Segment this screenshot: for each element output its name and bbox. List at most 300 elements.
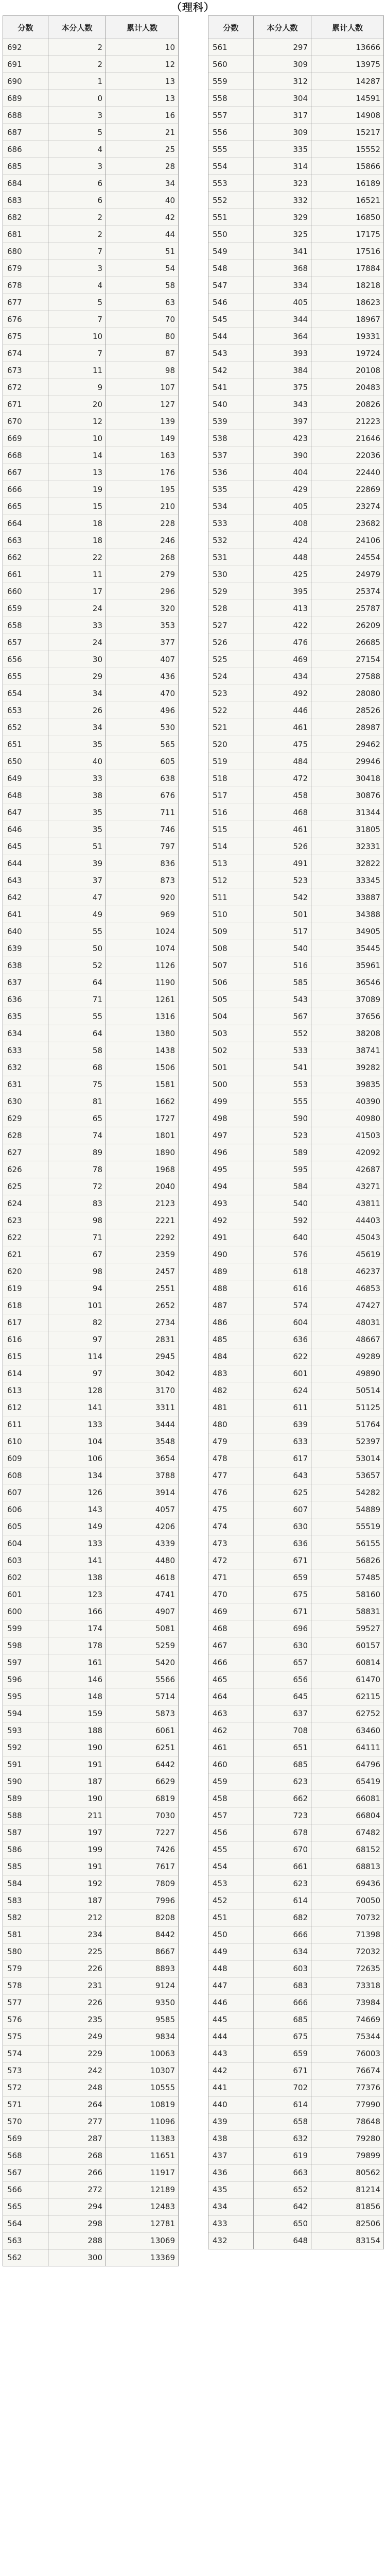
cumulative-cell: 27154 xyxy=(311,651,384,668)
score-cell: 433 xyxy=(208,2215,254,2232)
cumulative-cell: 83154 xyxy=(311,2232,384,2249)
cumulative-cell: 31805 xyxy=(311,821,384,838)
table-row xyxy=(208,1246,384,1263)
count-cell: 666 xyxy=(254,1994,311,2011)
cumulative-cell: 407 xyxy=(106,651,179,668)
cumulative-cell: 2221 xyxy=(106,1212,179,1229)
cumulative-cell: 676 xyxy=(106,787,179,804)
table-row xyxy=(3,872,179,889)
count-cell: 611 xyxy=(254,1399,311,1416)
count-cell: 4 xyxy=(48,277,106,294)
count-cell: 5 xyxy=(48,294,106,311)
count-cell: 671 xyxy=(254,2062,311,2079)
cumulative-cell: 163 xyxy=(106,447,179,464)
count-cell: 312 xyxy=(254,73,311,90)
cumulative-cell: 35445 xyxy=(311,940,384,957)
count-cell: 652 xyxy=(254,2181,311,2198)
score-cell: 691 xyxy=(3,56,48,73)
cumulative-cell: 4907 xyxy=(106,1603,179,1620)
count-cell: 26 xyxy=(48,702,106,719)
table-row xyxy=(208,362,384,379)
table-row xyxy=(208,974,384,991)
score-cell: 674 xyxy=(3,345,48,362)
table-row xyxy=(3,2130,179,2147)
table-header-row xyxy=(3,16,179,39)
count-cell: 501 xyxy=(254,906,311,923)
count-cell: 314 xyxy=(254,158,311,175)
count-cell: 30 xyxy=(48,651,106,668)
count-cell: 540 xyxy=(254,1195,311,1212)
cumulative-cell: 1316 xyxy=(106,1008,179,1025)
cumulative-cell: 12483 xyxy=(106,2198,179,2215)
count-cell: 526 xyxy=(254,838,311,855)
cumulative-cell: 38208 xyxy=(311,1025,384,1042)
score-cell: 653 xyxy=(3,702,48,719)
table-row xyxy=(208,1433,384,1450)
score-cell: 627 xyxy=(3,1144,48,1161)
score-cell: 470 xyxy=(208,1586,254,1603)
score-cell: 499 xyxy=(208,1093,254,1110)
table-row xyxy=(3,1314,179,1331)
count-cell: 65 xyxy=(48,1110,106,1127)
score-cell: 495 xyxy=(208,1161,254,1178)
cumulative-cell: 4480 xyxy=(106,1552,179,1569)
cumulative-cell: 12189 xyxy=(106,2181,179,2198)
score-cell: 621 xyxy=(3,1246,48,1263)
score-cell: 589 xyxy=(3,1790,48,1807)
cumulative-cell: 71398 xyxy=(311,1926,384,1943)
cumulative-cell: 20826 xyxy=(311,396,384,413)
cumulative-cell: 61470 xyxy=(311,1671,384,1688)
count-cell: 212 xyxy=(48,1909,106,1926)
score-cell: 486 xyxy=(208,1314,254,1331)
count-cell: 523 xyxy=(254,872,311,889)
score-cell: 636 xyxy=(3,991,48,1008)
cumulative-cell: 67482 xyxy=(311,1824,384,1841)
count-cell: 52 xyxy=(48,957,106,974)
score-cell: 491 xyxy=(208,1229,254,1246)
count-cell: 10 xyxy=(48,430,106,447)
score-cell: 616 xyxy=(3,1331,48,1348)
count-cell: 658 xyxy=(254,2113,311,2130)
score-cell: 538 xyxy=(208,430,254,447)
count-cell: 448 xyxy=(254,549,311,566)
score-cell: 628 xyxy=(3,1127,48,1144)
count-cell: 71 xyxy=(48,1229,106,1246)
cumulative-cell: 70 xyxy=(106,311,179,328)
count-cell: 395 xyxy=(254,583,311,600)
cumulative-cell: 10307 xyxy=(106,2062,179,2079)
cumulative-cell: 42092 xyxy=(311,1144,384,1161)
score-cell: 498 xyxy=(208,1110,254,1127)
table-row xyxy=(3,685,179,702)
table-row xyxy=(3,1195,179,1212)
count-cell: 37 xyxy=(48,872,106,889)
score-cell: 552 xyxy=(208,192,254,209)
cumulative-cell: 27588 xyxy=(311,668,384,685)
cumulative-cell: 49289 xyxy=(311,1348,384,1365)
score-cell: 558 xyxy=(208,90,254,107)
score-cell: 515 xyxy=(208,821,254,838)
cumulative-cell: 59527 xyxy=(311,1620,384,1637)
count-cell: 20 xyxy=(48,396,106,413)
score-cell: 678 xyxy=(3,277,48,294)
cumulative-cell: 73318 xyxy=(311,1977,384,1994)
cumulative-cell: 2123 xyxy=(106,1195,179,1212)
cumulative-cell: 11917 xyxy=(106,2164,179,2181)
table-row xyxy=(208,2130,384,2147)
score-cell: 531 xyxy=(208,549,254,566)
table-row xyxy=(208,2062,384,2079)
table-row xyxy=(208,600,384,617)
count-cell: 75 xyxy=(48,1076,106,1093)
table-row xyxy=(3,1263,179,1280)
count-cell: 294 xyxy=(48,2198,106,2215)
table-row xyxy=(208,209,384,226)
count-cell: 2 xyxy=(48,226,106,243)
table-row xyxy=(3,651,179,668)
table-row xyxy=(208,1824,384,1841)
count-cell: 633 xyxy=(254,1433,311,1450)
count-cell: 423 xyxy=(254,430,311,447)
cumulative-cell: 63460 xyxy=(311,1722,384,1739)
table-row xyxy=(3,838,179,855)
table-row xyxy=(3,1008,179,1025)
score-cell: 547 xyxy=(208,277,254,294)
score-table-left xyxy=(3,15,179,2266)
cumulative-cell: 638 xyxy=(106,770,179,787)
count-cell: 625 xyxy=(254,1484,311,1501)
table-row xyxy=(208,1467,384,1484)
count-cell: 7 xyxy=(48,345,106,362)
table-row xyxy=(208,736,384,753)
cumulative-cell: 46853 xyxy=(311,1280,384,1297)
table-row xyxy=(208,73,384,90)
score-cell: 438 xyxy=(208,2130,254,2147)
count-cell: 2 xyxy=(48,209,106,226)
cumulative-cell: 51 xyxy=(106,243,179,260)
table-row xyxy=(208,1603,384,1620)
score-cell: 494 xyxy=(208,1178,254,1195)
count-cell: 405 xyxy=(254,498,311,515)
score-cell: 473 xyxy=(208,1535,254,1552)
cumulative-cell: 9350 xyxy=(106,1994,179,2011)
score-cell: 447 xyxy=(208,1977,254,1994)
score-cell: 463 xyxy=(208,1705,254,1722)
cumulative-cell: 2734 xyxy=(106,1314,179,1331)
table-row xyxy=(208,1365,384,1382)
count-cell: 287 xyxy=(48,2130,106,2147)
table-row xyxy=(208,90,384,107)
score-cell: 523 xyxy=(208,685,254,702)
count-cell: 7 xyxy=(48,311,106,328)
table-row xyxy=(3,1790,179,1807)
score-cell: 512 xyxy=(208,872,254,889)
table-row xyxy=(3,1059,179,1076)
cumulative-cell: 14908 xyxy=(311,107,384,124)
count-cell: 595 xyxy=(254,1161,311,1178)
count-cell: 642 xyxy=(254,2198,311,2215)
cumulative-cell: 1801 xyxy=(106,1127,179,1144)
table-row xyxy=(208,1926,384,1943)
cumulative-cell: 3042 xyxy=(106,1365,179,1382)
count-cell: 11 xyxy=(48,566,106,583)
cumulative-cell: 29946 xyxy=(311,753,384,770)
table-row xyxy=(208,1008,384,1025)
count-cell: 675 xyxy=(254,2028,311,2045)
table-row xyxy=(208,583,384,600)
score-cell: 573 xyxy=(3,2062,48,2079)
score-cell: 672 xyxy=(3,379,48,396)
table-row xyxy=(208,141,384,158)
table-row xyxy=(208,2232,384,2249)
table-row xyxy=(208,2147,384,2164)
cumulative-cell: 25787 xyxy=(311,600,384,617)
score-cell: 533 xyxy=(208,515,254,532)
score-cell: 580 xyxy=(3,1943,48,1960)
score-cell: 539 xyxy=(208,413,254,430)
table-row xyxy=(3,1382,179,1399)
count-cell: 317 xyxy=(254,107,311,124)
count-cell: 199 xyxy=(48,1841,106,1858)
count-cell: 491 xyxy=(254,855,311,872)
table-row xyxy=(208,124,384,141)
count-cell: 58 xyxy=(48,1042,106,1059)
cumulative-cell: 279 xyxy=(106,566,179,583)
cumulative-cell: 10063 xyxy=(106,2045,179,2062)
cumulative-cell: 75344 xyxy=(311,2028,384,2045)
score-cell: 634 xyxy=(3,1025,48,1042)
score-cell: 514 xyxy=(208,838,254,855)
count-cell: 643 xyxy=(254,1467,311,1484)
count-cell: 187 xyxy=(48,1773,106,1790)
count-cell: 74 xyxy=(48,1127,106,1144)
cumulative-cell: 54282 xyxy=(311,1484,384,1501)
score-cell: 492 xyxy=(208,1212,254,1229)
count-cell: 567 xyxy=(254,1008,311,1025)
cumulative-cell: 45619 xyxy=(311,1246,384,1263)
cumulative-cell: 5259 xyxy=(106,1637,179,1654)
table-row xyxy=(3,447,179,464)
cumulative-cell: 1438 xyxy=(106,1042,179,1059)
count-cell: 461 xyxy=(254,719,311,736)
count-cell: 542 xyxy=(254,889,311,906)
table-row xyxy=(3,2198,179,2215)
score-cell: 631 xyxy=(3,1076,48,1093)
score-cell: 449 xyxy=(208,1943,254,1960)
table-row xyxy=(208,532,384,549)
score-cell: 682 xyxy=(3,209,48,226)
count-cell: 603 xyxy=(254,1960,311,1977)
table-row xyxy=(208,787,384,804)
count-cell: 618 xyxy=(254,1263,311,1280)
table-row xyxy=(208,379,384,396)
table-row xyxy=(208,2215,384,2232)
table-row xyxy=(3,107,179,124)
cumulative-cell: 139 xyxy=(106,413,179,430)
table-row xyxy=(208,804,384,821)
count-cell: 614 xyxy=(254,2096,311,2113)
count-cell: 35 xyxy=(48,736,106,753)
cumulative-cell: 64111 xyxy=(311,1739,384,1756)
score-cell: 568 xyxy=(3,2147,48,2164)
count-cell: 297 xyxy=(254,39,311,56)
score-cell: 478 xyxy=(208,1450,254,1467)
cumulative-cell: 44 xyxy=(106,226,179,243)
score-cell: 618 xyxy=(3,1297,48,1314)
cumulative-cell: 24979 xyxy=(311,566,384,583)
score-cell: 526 xyxy=(208,634,254,651)
cumulative-cell: 7996 xyxy=(106,1892,179,1909)
count-cell: 51 xyxy=(48,838,106,855)
cumulative-cell: 4741 xyxy=(106,1586,179,1603)
score-cell: 489 xyxy=(208,1263,254,1280)
cumulative-cell: 58160 xyxy=(311,1586,384,1603)
count-cell: 35 xyxy=(48,821,106,838)
count-cell: 34 xyxy=(48,719,106,736)
table-row xyxy=(3,2181,179,2198)
table-row xyxy=(3,2249,179,2266)
cumulative-cell: 51764 xyxy=(311,1416,384,1433)
cumulative-cell: 47427 xyxy=(311,1297,384,1314)
table-row xyxy=(3,1654,179,1671)
table-row xyxy=(208,515,384,532)
score-cell: 525 xyxy=(208,651,254,668)
count-cell: 645 xyxy=(254,1688,311,1705)
count-cell: 309 xyxy=(254,124,311,141)
score-cell: 578 xyxy=(3,1977,48,1994)
count-cell: 469 xyxy=(254,651,311,668)
cumulative-cell: 1968 xyxy=(106,1161,179,1178)
table-row xyxy=(208,243,384,260)
count-cell: 188 xyxy=(48,1722,106,1739)
count-cell: 543 xyxy=(254,991,311,1008)
table-row xyxy=(3,1025,179,1042)
count-cell: 47 xyxy=(48,889,106,906)
count-cell: 298 xyxy=(48,2215,106,2232)
cumulative-cell: 2040 xyxy=(106,1178,179,1195)
table-row xyxy=(208,702,384,719)
cumulative-cell: 1126 xyxy=(106,957,179,974)
table-row xyxy=(208,889,384,906)
score-cell: 500 xyxy=(208,1076,254,1093)
table-row xyxy=(208,821,384,838)
score-cell: 532 xyxy=(208,532,254,549)
cumulative-cell: 15217 xyxy=(311,124,384,141)
table-body-left xyxy=(3,39,179,2266)
count-cell: 671 xyxy=(254,1603,311,1620)
cumulative-cell: 38741 xyxy=(311,1042,384,1059)
table-row xyxy=(3,906,179,923)
count-cell: 187 xyxy=(48,1892,106,1909)
cumulative-cell: 18623 xyxy=(311,294,384,311)
cumulative-cell: 48667 xyxy=(311,1331,384,1348)
table-row xyxy=(3,311,179,328)
count-cell: 38 xyxy=(48,787,106,804)
table-row xyxy=(3,1909,179,1926)
count-cell: 461 xyxy=(254,821,311,838)
cumulative-cell: 35961 xyxy=(311,957,384,974)
cumulative-cell: 5081 xyxy=(106,1620,179,1637)
cumulative-cell: 10 xyxy=(106,39,179,56)
table-row xyxy=(3,175,179,192)
score-cell: 550 xyxy=(208,226,254,243)
score-cell: 574 xyxy=(3,2045,48,2062)
cumulative-cell: 55519 xyxy=(311,1518,384,1535)
count-cell: 15 xyxy=(48,498,106,515)
table-row xyxy=(3,923,179,940)
count-cell: 1 xyxy=(48,73,106,90)
table-row xyxy=(208,1450,384,1467)
cumulative-cell: 79899 xyxy=(311,2147,384,2164)
cumulative-cell: 44403 xyxy=(311,1212,384,1229)
table-row xyxy=(3,1484,179,1501)
score-cell: 441 xyxy=(208,2079,254,2096)
table-row xyxy=(3,2062,179,2079)
table-row xyxy=(3,1178,179,1195)
score-cell: 528 xyxy=(208,600,254,617)
table-row xyxy=(3,1348,179,1365)
table-row xyxy=(3,396,179,413)
table-row xyxy=(3,1620,179,1637)
score-cell: 536 xyxy=(208,464,254,481)
score-cell: 676 xyxy=(3,311,48,328)
cumulative-cell: 66081 xyxy=(311,1790,384,1807)
table-row xyxy=(208,1977,384,1994)
cumulative-cell: 836 xyxy=(106,855,179,872)
count-cell: 33 xyxy=(48,617,106,634)
cumulative-cell: 34 xyxy=(106,175,179,192)
table-row xyxy=(208,1025,384,1042)
count-cell: 22 xyxy=(48,549,106,566)
count-cell: 6 xyxy=(48,175,106,192)
cumulative-cell: 353 xyxy=(106,617,179,634)
score-cell: 656 xyxy=(3,651,48,668)
count-cell: 98 xyxy=(48,1263,106,1280)
table-row xyxy=(208,668,384,685)
table-row xyxy=(3,1671,179,1688)
cumulative-cell: 30418 xyxy=(311,770,384,787)
cumulative-cell: 13369 xyxy=(106,2249,179,2266)
cumulative-cell: 34388 xyxy=(311,906,384,923)
table-row xyxy=(3,1773,179,1790)
count-cell: 134 xyxy=(48,1467,106,1484)
score-cell: 572 xyxy=(3,2079,48,2096)
score-cell: 534 xyxy=(208,498,254,515)
score-cell: 659 xyxy=(3,600,48,617)
cumulative-cell: 19724 xyxy=(311,345,384,362)
cumulative-cell: 530 xyxy=(106,719,179,736)
count-cell: 5 xyxy=(48,124,106,141)
score-cell: 571 xyxy=(3,2096,48,2113)
count-cell: 368 xyxy=(254,260,311,277)
table-row xyxy=(3,1450,179,1467)
cumulative-cell: 39835 xyxy=(311,1076,384,1093)
score-cell: 448 xyxy=(208,1960,254,1977)
table-row xyxy=(3,1960,179,1977)
score-cell: 475 xyxy=(208,1501,254,1518)
score-table-right xyxy=(208,15,384,2249)
score-cell: 551 xyxy=(208,209,254,226)
score-cell: 643 xyxy=(3,872,48,889)
cumulative-cell: 43811 xyxy=(311,1195,384,1212)
cumulative-cell: 62752 xyxy=(311,1705,384,1722)
cumulative-cell: 34905 xyxy=(311,923,384,940)
table-row xyxy=(208,2198,384,2215)
cumulative-cell: 26685 xyxy=(311,634,384,651)
cumulative-cell: 12 xyxy=(106,56,179,73)
score-cell: 604 xyxy=(3,1535,48,1552)
